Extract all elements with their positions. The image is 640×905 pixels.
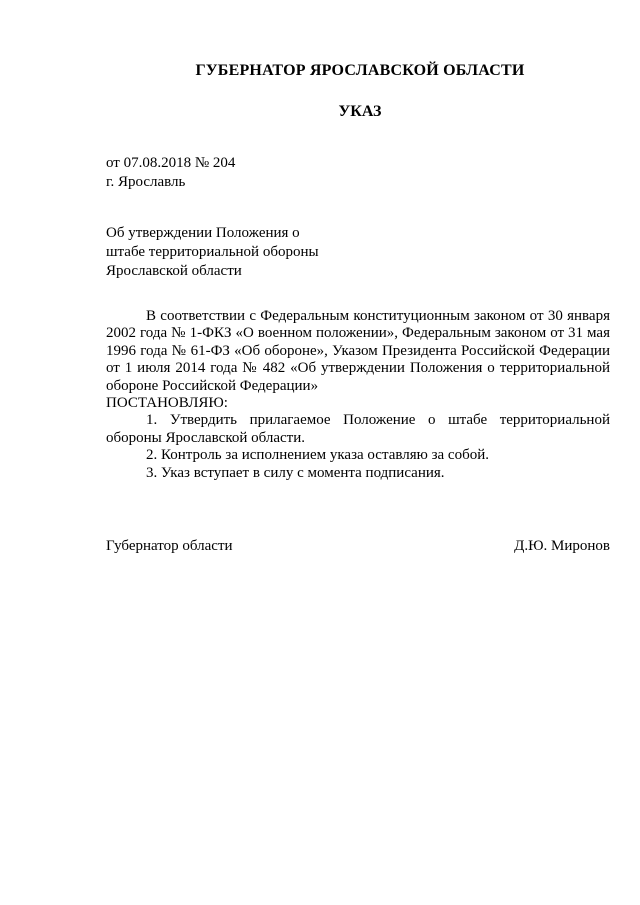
signature-name: Д.Ю. Миронов	[514, 538, 610, 554]
date-number: от 07.08.2018 № 204	[106, 155, 236, 171]
document-body	[106, 308, 610, 482]
document-meta	[106, 154, 235, 192]
preamble-paragraph: В соответствии с Федеральным конституционным законом от 30 января 2002 года № 1-ФКЗ «О военном положении», Федеральным законом от 31 мая 1996 года № 61-ФЗ «Об обороне», Указом Президента Российской Федерации от 1 июля 2014 года № 482 «Об утверждении Положения о территориальной обороне Российской Федерации»	[106, 308, 610, 394]
city: г. Ярославль	[106, 174, 186, 190]
decree-item: 1. Утвердить прилагаемое Положение о штабе территориальной обороны Ярославской области.	[106, 412, 610, 446]
document-header-title: ГУБЕРНАТОР ЯРОСЛАВСКОЙ ОБЛАСТИ	[195, 62, 525, 79]
resolve-word: ПОСТАНОВЛЯЮ:	[106, 395, 228, 412]
decree-item: 3. Указ вступает в силу с момента подписания.	[146, 464, 445, 481]
decree-item: 2. Контроль за исполнением указа оставляю за собой.	[146, 447, 489, 464]
subject-line: штабе территориальной обороны	[106, 244, 319, 260]
document-subject	[106, 224, 319, 281]
subject-line: Ярославской области	[106, 263, 242, 279]
signature-position: Губернатор области	[106, 538, 233, 554]
subject-line: Об утверждении Положения о	[106, 225, 300, 241]
document-type-title: УКАЗ	[338, 103, 382, 120]
